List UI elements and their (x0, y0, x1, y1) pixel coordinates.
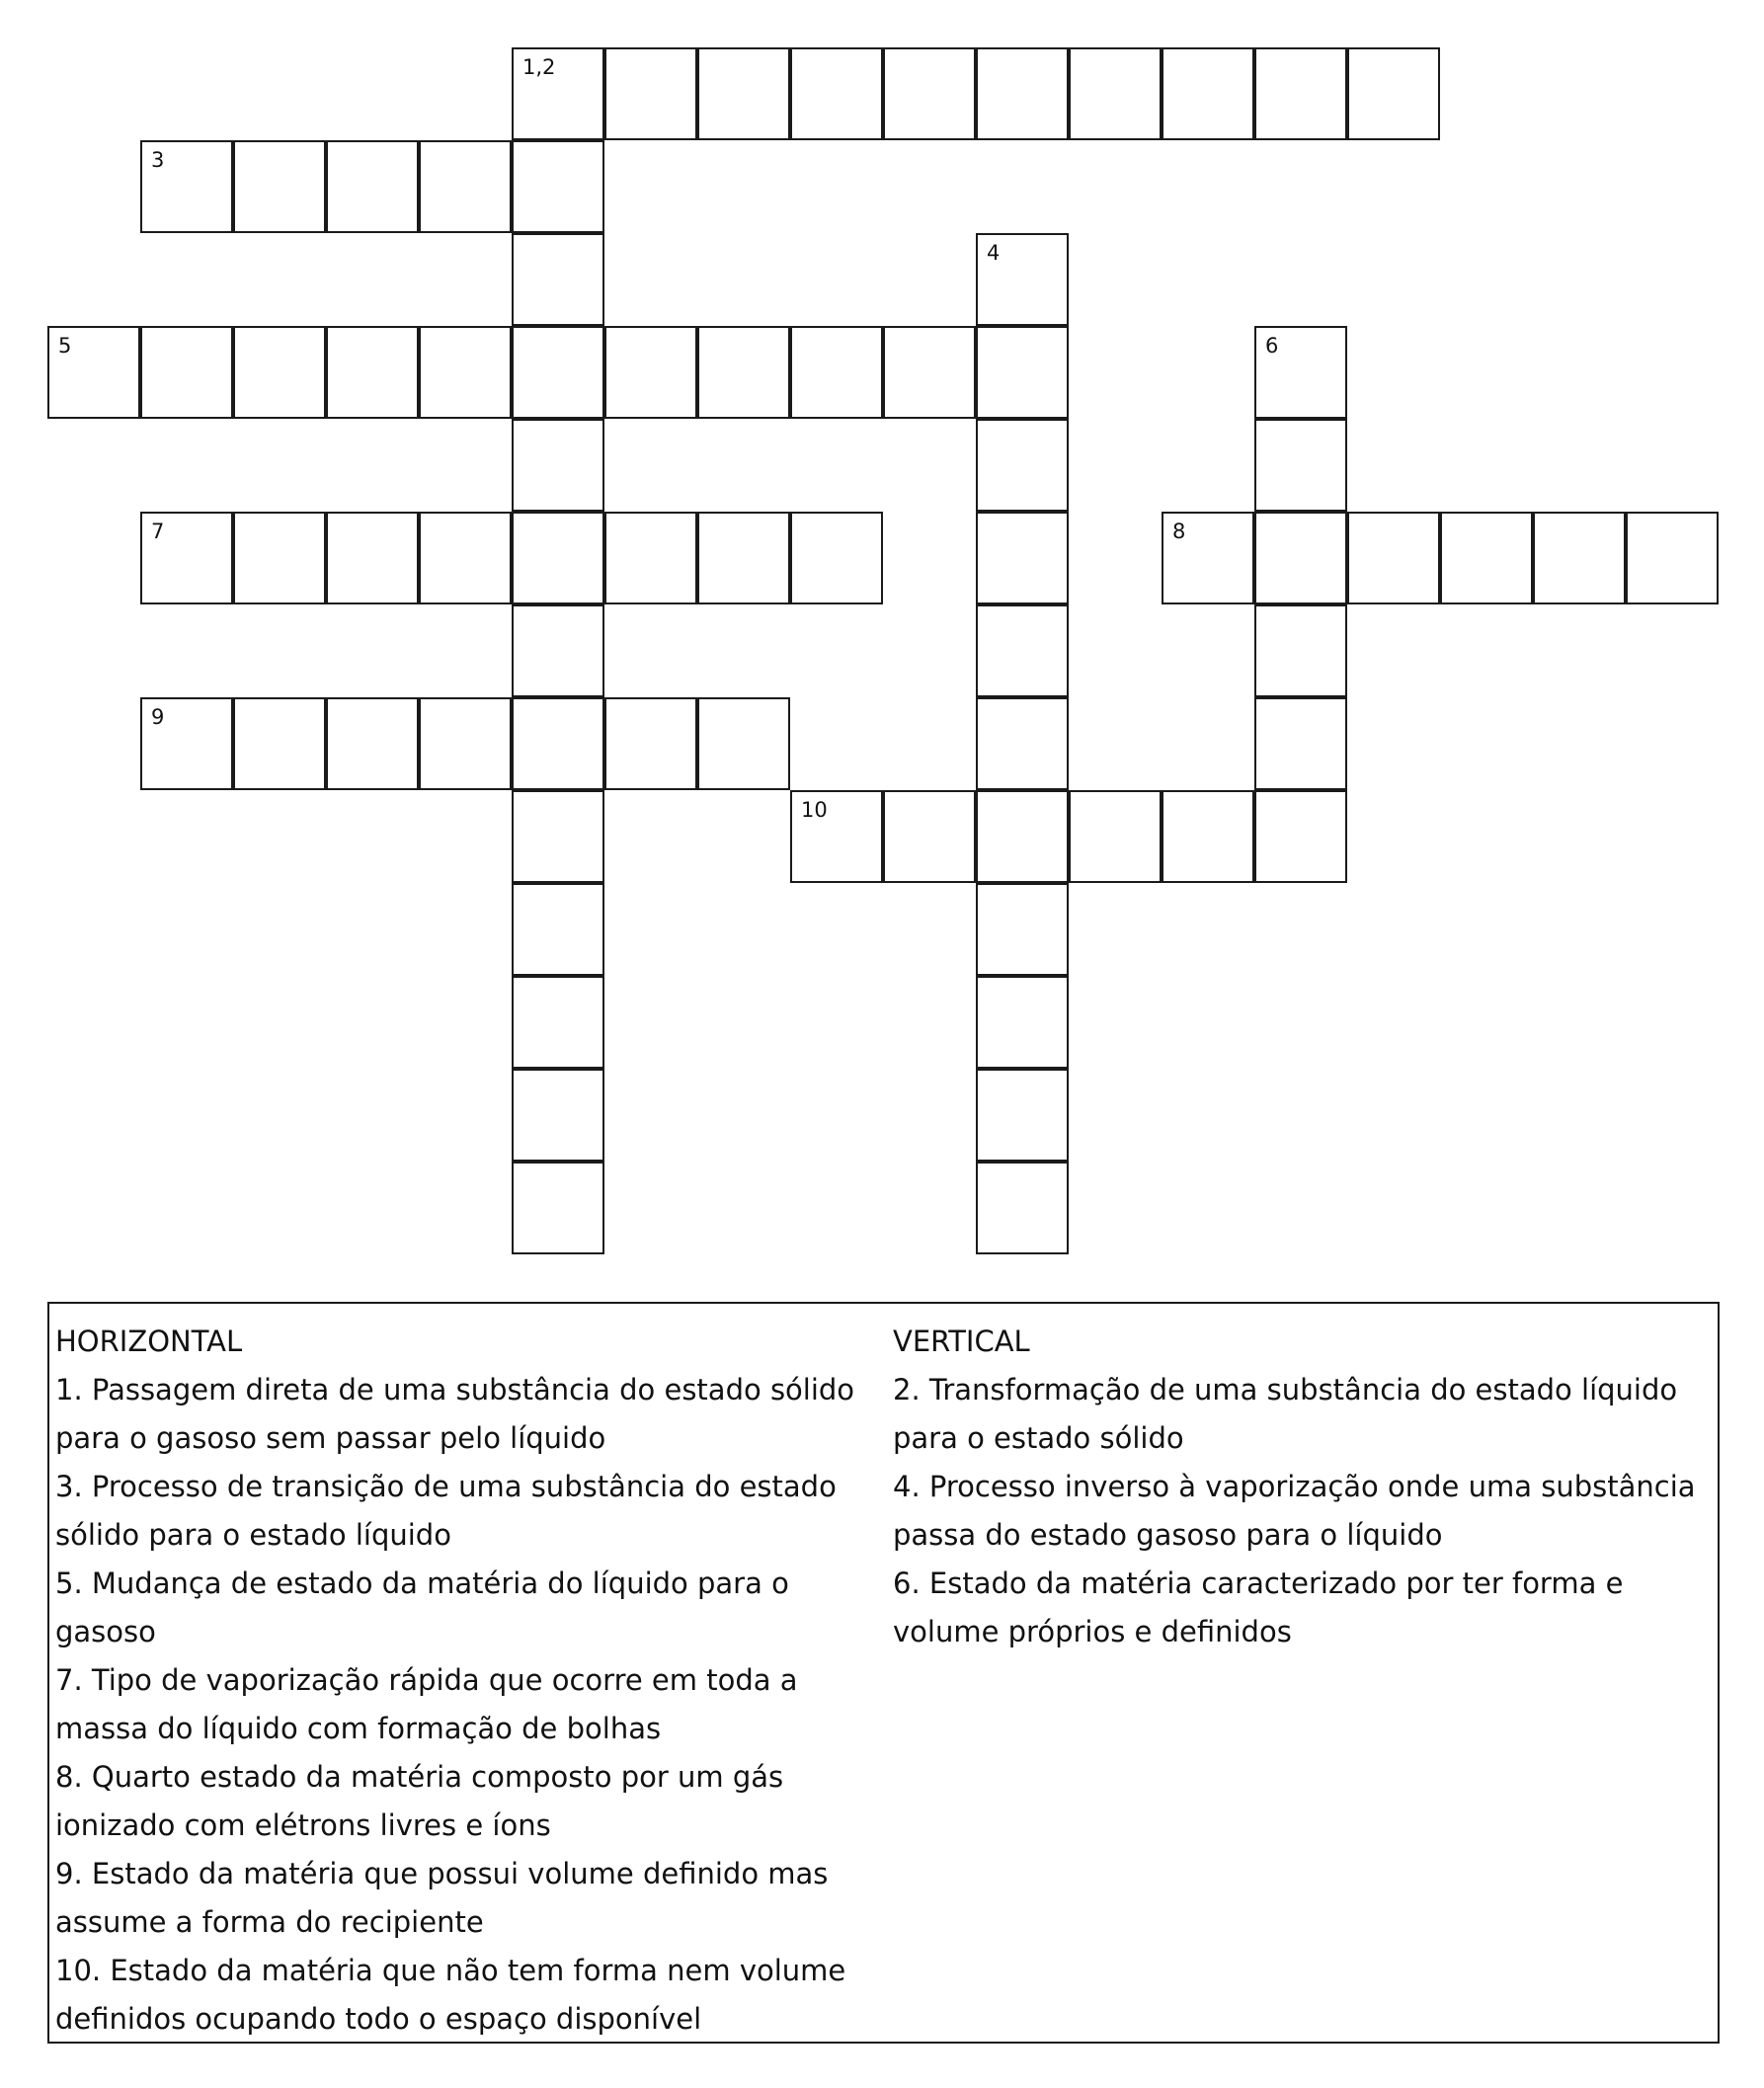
crossword-cell[interactable] (419, 512, 512, 604)
crossword-cell[interactable] (1162, 512, 1254, 604)
crossword-cell[interactable] (1162, 790, 1254, 883)
clue-vertical-4: 4. Processo inverso à vaporização onde uma substância passa do estado gasoso para o líquido (893, 1470, 1696, 1552)
clue-vertical-6: 6. Estado da matéria caracterizado por ter forma e volume próprios e definidos (893, 1566, 1624, 1648)
clue-number: 10 (801, 798, 828, 822)
crossword-cell[interactable] (976, 604, 1069, 697)
clue-number: 6 (1265, 334, 1279, 358)
crossword-cell[interactable] (512, 1069, 604, 1162)
crossword-cell[interactable] (604, 697, 697, 790)
crossword-cell[interactable] (604, 326, 697, 419)
vertical-heading: VERTICAL (893, 1325, 1030, 1358)
crossword-cell[interactable] (512, 604, 604, 697)
clue-number: 9 (151, 705, 165, 729)
crossword-cell[interactable] (140, 512, 233, 604)
crossword-cell[interactable] (976, 233, 1069, 326)
crossword-cell[interactable] (1162, 47, 1254, 140)
crossword-cell[interactable] (1440, 512, 1533, 604)
clue-horizontal-10: 10. Estado da matéria que não tem forma nem volume definidos ocupando todo o espaço disponível (55, 1954, 846, 2036)
crossword-cell[interactable] (1254, 512, 1347, 604)
crossword-cell[interactable] (233, 512, 326, 604)
crossword-cell[interactable] (976, 883, 1069, 976)
crossword-cell[interactable] (883, 326, 976, 419)
crossword-cell[interactable] (976, 47, 1069, 140)
crossword-cell[interactable] (976, 1162, 1069, 1254)
crossword-cell[interactable] (790, 512, 883, 604)
crossword-cell[interactable] (512, 326, 604, 419)
crossword-cell[interactable] (790, 326, 883, 419)
crossword-cell[interactable] (976, 976, 1069, 1069)
clue-horizontal-3: 3. Processo de transição de uma substância do estado sólido para o estado líquido (55, 1470, 837, 1552)
crossword-cell[interactable] (976, 1069, 1069, 1162)
crossword-cell[interactable] (1533, 512, 1626, 604)
crossword-cell[interactable] (47, 326, 140, 419)
crossword-cell[interactable] (697, 697, 790, 790)
clue-number: 5 (58, 334, 72, 358)
clue-vertical-2: 2. Transformação de uma substância do estado líquido para o estado sólido (893, 1373, 1678, 1455)
crossword-cell[interactable] (1069, 790, 1162, 883)
crossword-cell[interactable] (1254, 419, 1347, 512)
crossword-cell[interactable] (512, 233, 604, 326)
crossword-cell[interactable] (326, 512, 419, 604)
crossword-cell[interactable] (140, 326, 233, 419)
crossword-cell[interactable] (512, 512, 604, 604)
crossword-cell[interactable] (512, 419, 604, 512)
crossword-cell[interactable] (1254, 697, 1347, 790)
crossword-cell[interactable] (419, 326, 512, 419)
clue-horizontal-1: 1. Passagem direta de uma substância do estado sólido para o gasoso sem passar pelo líquido (55, 1373, 855, 1455)
crossword-cell[interactable] (976, 326, 1069, 419)
crossword-cell[interactable] (512, 1162, 604, 1254)
crossword-cell[interactable] (419, 697, 512, 790)
crossword-cell[interactable] (976, 697, 1069, 790)
clue-horizontal-8: 8. Quarto estado da matéria composto por um gás ionizado com elétrons livres e íons (55, 1760, 784, 1842)
crossword-cell[interactable] (1347, 47, 1440, 140)
crossword-cell[interactable] (1254, 790, 1347, 883)
crossword-cell[interactable] (883, 47, 976, 140)
crossword-cell[interactable] (1254, 604, 1347, 697)
crossword-cell[interactable] (697, 512, 790, 604)
crossword-cell[interactable] (1254, 326, 1347, 419)
clue-horizontal-7: 7. Tipo de vaporização rápida que ocorre em toda a massa do líquido com formação de bolhas (55, 1663, 798, 1745)
crossword-cell[interactable] (1254, 47, 1347, 140)
crossword-cell[interactable] (697, 47, 790, 140)
crossword-cell[interactable] (326, 140, 419, 233)
crossword-cell[interactable] (233, 697, 326, 790)
crossword-cell[interactable] (790, 790, 883, 883)
clue-horizontal-9: 9. Estado da matéria que possui volume definido mas assume a forma do recipiente (55, 1857, 829, 1939)
crossword-cell[interactable] (233, 326, 326, 419)
crossword-cell[interactable] (512, 140, 604, 233)
crossword-cell[interactable] (512, 790, 604, 883)
crossword-cell[interactable] (976, 790, 1069, 883)
clue-number: 3 (151, 148, 165, 172)
clue-number: 1,2 (522, 55, 556, 79)
horizontal-clues (55, 1318, 875, 2044)
crossword-cell[interactable] (1347, 512, 1440, 604)
crossword-cell[interactable] (604, 512, 697, 604)
crossword-cell[interactable] (512, 883, 604, 976)
crossword-cell[interactable] (883, 790, 976, 883)
clue-number: 8 (1172, 520, 1186, 543)
clue-horizontal-5: 5. Mudança de estado da matéria do líquido para o gasoso (55, 1566, 789, 1648)
crossword-cell[interactable] (976, 512, 1069, 604)
crossword-cell[interactable] (419, 140, 512, 233)
crossword-cell[interactable] (326, 697, 419, 790)
crossword-cell[interactable] (140, 697, 233, 790)
crossword-cell[interactable] (512, 976, 604, 1069)
crossword-cell[interactable] (140, 140, 233, 233)
horizontal-heading: HORIZONTAL (55, 1325, 243, 1358)
crossword-cell[interactable] (326, 326, 419, 419)
crossword-cell[interactable] (604, 47, 697, 140)
crossword-cell[interactable] (1626, 512, 1719, 604)
clue-number: 7 (151, 520, 165, 543)
vertical-clues (893, 1318, 1713, 1656)
crossword-cell[interactable] (233, 140, 326, 233)
crossword-cell[interactable] (1069, 47, 1162, 140)
clues-box (47, 1302, 1720, 2044)
crossword-cell[interactable] (976, 419, 1069, 512)
clue-number: 4 (987, 241, 1001, 265)
crossword-cell[interactable] (790, 47, 883, 140)
crossword-cell[interactable] (512, 47, 604, 140)
crossword-cell[interactable] (697, 326, 790, 419)
crossword-cell[interactable] (512, 697, 604, 790)
